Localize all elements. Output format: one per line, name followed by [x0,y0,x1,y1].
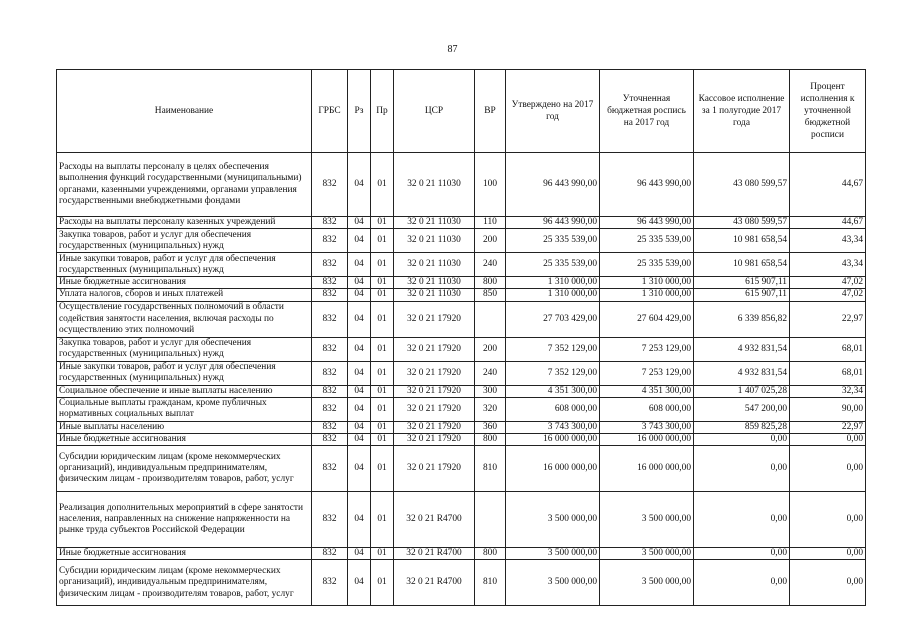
cell-pr: 01 [371,229,394,253]
header-csr: ЦСР [394,70,475,153]
cell-vr: 850 [475,289,506,301]
cell-csr: 32 0 21 17920 [394,337,475,361]
cell-csr: 32 0 21 17920 [394,446,475,492]
cell-vr: 360 [475,421,506,433]
cell-refined: 25 335 539,00 [600,253,694,277]
cell-approved: 96 443 990,00 [506,217,600,229]
cell-pr: 01 [371,337,394,361]
cell-name: Иные бюджетные ассигнования [57,434,312,446]
table-row [57,385,866,397]
cell-vr: 800 [475,277,506,289]
cell-name: Субсидии юридическим лицам (кроме некоммерческих организаций), индивидуальным предпринимателям, физическим лицам - производителям товаров, работ, услуг [57,560,312,606]
cell-rz: 04 [348,253,371,277]
table-header-row [57,70,866,153]
cell-csr: 32 0 21 17920 [394,397,475,421]
cell-pr: 01 [371,253,394,277]
cell-grbs: 832 [312,301,348,337]
table-row [57,253,866,277]
table-row [57,153,866,217]
cell-cash: 1 407 025,28 [694,385,790,397]
cell-vr [475,301,506,337]
cell-grbs: 832 [312,253,348,277]
cell-name: Иные закупки товаров, работ и услуг для обеспечения государственных (муниципальных) нужд [57,361,312,385]
cell-csr: 32 0 21 11030 [394,253,475,277]
cell-grbs: 832 [312,289,348,301]
cell-rz: 04 [348,434,371,446]
cell-percent: 0,00 [790,548,866,560]
cell-csr: 32 0 21 11030 [394,153,475,217]
cell-cash: 859 825,28 [694,421,790,433]
cell-vr: 810 [475,560,506,606]
cell-approved: 7 352 129,00 [506,361,600,385]
cell-rz: 04 [348,277,371,289]
cell-cash: 615 907,11 [694,277,790,289]
cell-grbs: 832 [312,153,348,217]
table-row [57,337,866,361]
cell-rz: 04 [348,446,371,492]
cell-csr: 32 0 21 R4700 [394,560,475,606]
cell-vr: 200 [475,337,506,361]
table-row [57,560,866,606]
cell-approved: 7 352 129,00 [506,337,600,361]
cell-percent: 47,02 [790,289,866,301]
table-row [57,548,866,560]
cell-approved: 25 335 539,00 [506,229,600,253]
table-row [57,277,866,289]
cell-csr: 32 0 21 17920 [394,361,475,385]
cell-percent: 68,01 [790,337,866,361]
cell-approved: 96 443 990,00 [506,153,600,217]
cell-approved: 3 500 000,00 [506,548,600,560]
header-vr: ВР [475,70,506,153]
cell-csr: 32 0 21 17920 [394,434,475,446]
cell-cash: 10 981 658,54 [694,253,790,277]
cell-grbs: 832 [312,361,348,385]
table-row [57,446,866,492]
cell-vr: 100 [475,153,506,217]
cell-rz: 04 [348,229,371,253]
cell-grbs: 832 [312,548,348,560]
cell-vr: 200 [475,229,506,253]
cell-rz: 04 [348,492,371,548]
cell-name: Социальные выплаты гражданам, кроме публичных нормативных социальных выплат [57,397,312,421]
cell-vr: 810 [475,446,506,492]
cell-grbs: 832 [312,421,348,433]
cell-csr: 32 0 21 17920 [394,421,475,433]
cell-csr: 32 0 21 11030 [394,229,475,253]
cell-percent: 43,34 [790,229,866,253]
cell-name: Иные бюджетные ассигнования [57,277,312,289]
cell-percent: 47,02 [790,277,866,289]
cell-percent: 90,00 [790,397,866,421]
cell-refined: 3 500 000,00 [600,548,694,560]
cell-percent: 22,97 [790,301,866,337]
header-percent: Процент исполнения к уточненной бюджетной росписи [790,70,866,153]
cell-pr: 01 [371,421,394,433]
cell-pr: 01 [371,397,394,421]
cell-approved: 4 351 300,00 [506,385,600,397]
cell-name: Реализация дополнительных мероприятий в сфере занятости населения, направленных на снижение напряженности на рынке труда субъектов Российской Федерации [57,492,312,548]
cell-approved: 608 000,00 [506,397,600,421]
header-approved: Утверждено на 2017 год [506,70,600,153]
cell-grbs: 832 [312,446,348,492]
cell-pr: 01 [371,434,394,446]
cell-pr: 01 [371,301,394,337]
cell-refined: 1 310 000,00 [600,289,694,301]
cell-name: Уплата налогов, сборов и иных платежей [57,289,312,301]
cell-vr: 300 [475,385,506,397]
cell-grbs: 832 [312,337,348,361]
cell-refined: 16 000 000,00 [600,446,694,492]
cell-refined: 27 604 429,00 [600,301,694,337]
cell-approved: 25 335 539,00 [506,253,600,277]
cell-rz: 04 [348,560,371,606]
cell-percent: 0,00 [790,434,866,446]
cell-grbs: 832 [312,397,348,421]
cell-approved: 3 500 000,00 [506,492,600,548]
cell-percent: 0,00 [790,446,866,492]
cell-vr: 800 [475,434,506,446]
cell-pr: 01 [371,446,394,492]
budget-table [56,69,866,606]
cell-pr: 01 [371,361,394,385]
cell-name: Закупка товаров, работ и услуг для обеспечения государственных (муниципальных) нужд [57,229,312,253]
cell-approved: 16 000 000,00 [506,446,600,492]
cell-vr: 240 [475,253,506,277]
cell-cash: 43 080 599,57 [694,153,790,217]
cell-csr: 32 0 21 11030 [394,289,475,301]
table-row [57,434,866,446]
cell-cash: 0,00 [694,560,790,606]
table-row [57,217,866,229]
cell-cash: 0,00 [694,492,790,548]
cell-cash: 4 932 831,54 [694,337,790,361]
cell-vr: 320 [475,397,506,421]
cell-name: Расходы на выплаты персоналу в целях обеспечения выполнения функций государственными (муниципальными) органами, казенными учреждениями, органами управления государственными внебюджетными фондами [57,153,312,217]
cell-refined: 7 253 129,00 [600,361,694,385]
cell-percent: 43,34 [790,253,866,277]
cell-rz: 04 [348,153,371,217]
cell-name: Осуществление государственных полномочий в области содействия занятости населения, включая расходы по осуществлению этих полномочий [57,301,312,337]
cell-name: Закупка товаров, работ и услуг для обеспечения государственных (муниципальных) нужд [57,337,312,361]
cell-refined: 96 443 990,00 [600,153,694,217]
cell-cash: 547 200,00 [694,397,790,421]
header-refined: Уточненная бюджетная роспись на 2017 год [600,70,694,153]
cell-refined: 96 443 990,00 [600,217,694,229]
cell-refined: 3 743 300,00 [600,421,694,433]
cell-refined: 7 253 129,00 [600,337,694,361]
cell-approved: 16 000 000,00 [506,434,600,446]
cell-grbs: 832 [312,492,348,548]
page-number: 87 [447,44,458,55]
cell-cash: 0,00 [694,446,790,492]
cell-name: Иные бюджетные ассигнования [57,548,312,560]
table-body [57,153,866,606]
cell-name: Социальное обеспечение и иные выплаты населению [57,385,312,397]
cell-rz: 04 [348,548,371,560]
cell-grbs: 832 [312,560,348,606]
cell-cash: 0,00 [694,434,790,446]
cell-cash: 6 339 856,82 [694,301,790,337]
cell-refined: 4 351 300,00 [600,385,694,397]
cell-approved: 3 500 000,00 [506,560,600,606]
cell-approved: 1 310 000,00 [506,289,600,301]
cell-name: Иные выплаты населению [57,421,312,433]
cell-pr: 01 [371,548,394,560]
cell-refined: 3 500 000,00 [600,492,694,548]
header-name: Наименование [57,70,312,153]
cell-rz: 04 [348,337,371,361]
cell-name: Субсидии юридическим лицам (кроме некоммерческих организаций), индивидуальным предпринимателям, физическим лицам - производителям товаров, работ, услуг [57,446,312,492]
cell-grbs: 832 [312,434,348,446]
table-row [57,301,866,337]
cell-percent: 0,00 [790,492,866,548]
cell-csr: 32 0 21 R4700 [394,548,475,560]
table-row [57,421,866,433]
cell-pr: 01 [371,217,394,229]
header-pr: Пр [371,70,394,153]
cell-pr: 01 [371,560,394,606]
cell-pr: 01 [371,289,394,301]
cell-cash: 0,00 [694,548,790,560]
table-row [57,229,866,253]
cell-vr: 800 [475,548,506,560]
cell-rz: 04 [348,301,371,337]
header-cash: Кассовое исполнение за 1 полугодие 2017 года [694,70,790,153]
cell-cash: 615 907,11 [694,289,790,301]
cell-approved: 3 743 300,00 [506,421,600,433]
cell-pr: 01 [371,153,394,217]
cell-approved: 1 310 000,00 [506,277,600,289]
cell-vr [475,492,506,548]
cell-percent: 32,34 [790,385,866,397]
cell-refined: 25 335 539,00 [600,229,694,253]
cell-cash: 43 080 599,57 [694,217,790,229]
cell-refined: 608 000,00 [600,397,694,421]
cell-vr: 240 [475,361,506,385]
cell-rz: 04 [348,385,371,397]
cell-grbs: 832 [312,385,348,397]
cell-rz: 04 [348,289,371,301]
cell-refined: 16 000 000,00 [600,434,694,446]
cell-grbs: 832 [312,229,348,253]
table-row [57,361,866,385]
cell-csr: 32 0 21 11030 [394,277,475,289]
cell-approved: 27 703 429,00 [506,301,600,337]
cell-pr: 01 [371,385,394,397]
table-row [57,289,866,301]
cell-refined: 1 310 000,00 [600,277,694,289]
table-row [57,397,866,421]
table-row [57,492,866,548]
cell-refined: 3 500 000,00 [600,560,694,606]
cell-percent: 44,67 [790,153,866,217]
header-grbs: ГРБС [312,70,348,153]
cell-rz: 04 [348,397,371,421]
cell-grbs: 832 [312,277,348,289]
cell-rz: 04 [348,217,371,229]
cell-csr: 32 0 21 11030 [394,217,475,229]
cell-percent: 44,67 [790,217,866,229]
cell-percent: 22,97 [790,421,866,433]
cell-percent: 68,01 [790,361,866,385]
cell-percent: 0,00 [790,560,866,606]
cell-csr: 32 0 21 17920 [394,301,475,337]
cell-cash: 4 932 831,54 [694,361,790,385]
cell-csr: 32 0 21 17920 [394,385,475,397]
cell-rz: 04 [348,421,371,433]
cell-cash: 10 981 658,54 [694,229,790,253]
cell-name: Расходы на выплаты персоналу казенных учреждений [57,217,312,229]
cell-pr: 01 [371,492,394,548]
cell-grbs: 832 [312,217,348,229]
cell-pr: 01 [371,277,394,289]
cell-vr: 110 [475,217,506,229]
header-rz: Рз [348,70,371,153]
cell-name: Иные закупки товаров, работ и услуг для обеспечения государственных (муниципальных) нужд [57,253,312,277]
cell-rz: 04 [348,361,371,385]
cell-csr: 32 0 21 R4700 [394,492,475,548]
